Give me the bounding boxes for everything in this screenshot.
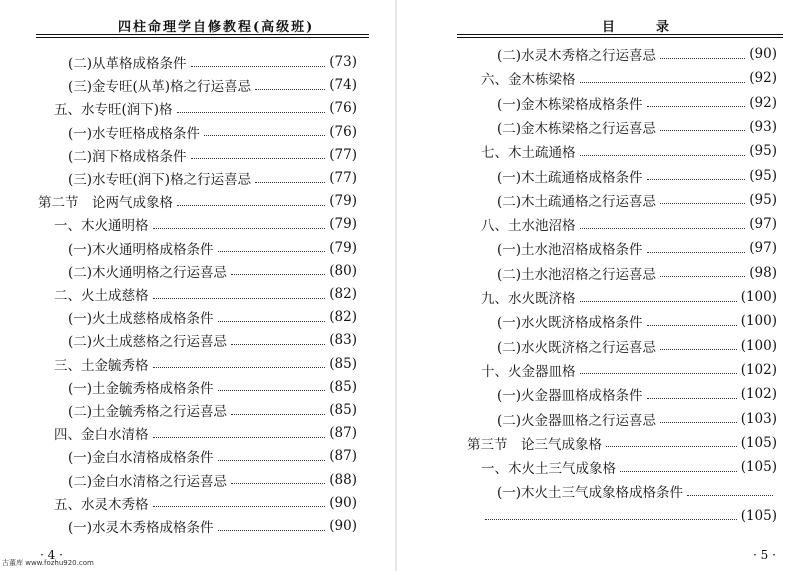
toc-entry-title: (一)金白水清格成格条件 (68, 450, 214, 467)
toc-dot-leader (580, 82, 746, 83)
toc-entry (497, 384, 777, 404)
toc-dot-leader (153, 228, 326, 229)
toc-entry-title: 六、金木栋梁格 (481, 72, 576, 89)
toc-entry (54, 98, 357, 118)
toc-entry-title: (二)火土成慈格之行运喜忌 (68, 334, 228, 351)
right-page-number: · 5 · (753, 548, 776, 562)
right-page (397, 0, 793, 571)
toc-entry (481, 287, 777, 307)
toc-entry (68, 307, 357, 327)
toc-dot-leader (660, 203, 745, 204)
toc-entry-title: 一、木火通明格 (54, 218, 149, 235)
toc-entry-title: (二)木火通明格之行运喜忌 (68, 264, 228, 281)
toc-entry-title: 第二节 论两气成象格 (38, 195, 173, 212)
toc-entry-page: (77) (329, 146, 357, 163)
toc-entry-page: (82) (329, 309, 357, 326)
toc-entry (481, 457, 777, 477)
toc-dot-leader (660, 276, 745, 277)
toc-entry-page: (79) (329, 216, 357, 233)
toc-entry-title: (一)金木栋梁格成格条件 (497, 96, 643, 113)
toc-entry-title: 八、土水池沼格 (481, 218, 576, 235)
right-header-rule (457, 34, 783, 35)
toc-entry-page: (95) (749, 143, 777, 160)
toc-dot-leader (647, 325, 737, 326)
toc-entry-title: 五、水灵木秀格 (54, 496, 149, 513)
toc-entry-title: (一)水火既济格成格条件 (497, 315, 643, 332)
toc-dot-leader (687, 495, 773, 496)
toc-entry-title: 五、水专旺(润下)格 (54, 102, 173, 119)
toc-entry-title: (一)木火土三气成象格成格条件 (497, 485, 684, 502)
toc-entry (68, 145, 357, 165)
toc-entry-title: 十、火金器皿格 (481, 363, 576, 380)
toc-entry-page: (90) (329, 494, 357, 511)
toc-entry-title: (一)木火通明格成格条件 (68, 241, 214, 258)
toc-dot-leader (647, 398, 737, 399)
toc-entry-title: (二)土水池沼格之行运喜忌 (497, 266, 657, 283)
toc-entry (68, 330, 357, 350)
toc-entry-title: (一)水专旺格成格条件 (68, 125, 201, 142)
toc-dot-leader (231, 483, 325, 484)
toc-entry (497, 190, 777, 210)
toc-entry (68, 516, 357, 536)
toc-dot-leader (153, 298, 326, 299)
toc-entry (54, 423, 357, 443)
toc-dot-leader (606, 446, 737, 447)
toc-entry-page: (85) (329, 378, 357, 395)
toc-dot-leader (231, 414, 325, 415)
toc-dot-leader (647, 179, 746, 180)
toc-entry (68, 446, 357, 466)
toc-entry-page: (77) (329, 170, 357, 186)
toc-entry-page: (85) (329, 355, 357, 372)
toc-entry (497, 44, 777, 64)
toc-dot-leader (177, 205, 325, 206)
toc-entry-title: 七、木土疏通格 (481, 145, 576, 162)
toc-entry-title: (二)土金毓秀格之行运喜忌 (68, 404, 228, 420)
toc-entry-page: (97) (749, 216, 777, 233)
toc-entry-page: (76) (329, 100, 357, 117)
toc-entry-page: (90) (749, 46, 777, 62)
toc-entry-page: (95) (749, 191, 777, 208)
toc-entry-title: (一)土水池沼格成格条件 (497, 242, 643, 259)
toc-entry-page: (82) (329, 286, 357, 302)
toc-entry-page: (73) (329, 54, 357, 70)
toc-entry-page: (92) (749, 94, 777, 111)
toc-entry-page: (90) (329, 518, 357, 534)
toc-entry (68, 75, 357, 95)
toc-entry (497, 166, 777, 186)
toc-dot-leader (580, 373, 737, 374)
toc-dot-leader (255, 89, 325, 90)
toc-dot-leader (660, 58, 745, 59)
toc-entry (497, 238, 777, 258)
toc-entry-page: (92) (749, 70, 777, 87)
toc-dot-leader (231, 274, 325, 275)
toc-dot-leader (218, 321, 326, 322)
toc-entry-page: (79) (329, 193, 357, 210)
toc-entry (497, 481, 777, 501)
toc-entry (54, 493, 357, 513)
toc-dot-leader (580, 155, 746, 156)
toc-entry-title: (二)金白水清格之行运喜忌 (68, 473, 228, 490)
toc-entry-title: 二、火土成慈格 (54, 288, 149, 304)
toc-entry-page: (105) (740, 507, 777, 524)
toc-entry-page: (85) (329, 402, 357, 418)
toc-dot-leader (647, 252, 746, 253)
toc-dot-leader (660, 130, 745, 131)
toc-dot-leader (153, 437, 326, 438)
toc-entry-title: (二)润下格成格条件 (68, 148, 187, 165)
toc-entry (68, 52, 357, 72)
toc-entry (497, 409, 777, 429)
toc-entry-page: (74) (329, 77, 357, 94)
toc-entry-page: (103) (740, 410, 777, 427)
toc-entry (497, 263, 777, 283)
toc-entry (481, 141, 777, 161)
toc-entry (68, 122, 357, 142)
toc-entry (481, 68, 777, 88)
toc-entry-title: (二)水火既济格之行运喜忌 (497, 339, 657, 356)
toc-entry-page: (83) (329, 332, 357, 349)
toc-entry-page: (102) (740, 386, 777, 403)
toc-entry-title: 四、金白水清格 (54, 427, 149, 444)
toc-entry-title: (三)金专旺(从革)格之行运喜忌 (68, 79, 252, 96)
toc-dot-leader (231, 344, 325, 345)
toc-entry-title: 一、木火土三气成象格 (481, 461, 616, 478)
toc-entry (497, 117, 777, 137)
toc-dot-leader (218, 530, 326, 531)
toc-entry-page: (87) (329, 448, 357, 465)
toc-dot-leader (485, 519, 737, 520)
toc-entry-title: (二)从革格成格条件 (68, 56, 187, 72)
toc-entry-page: (100) (740, 313, 777, 330)
toc-entry-title: (二)火金器皿格之行运喜忌 (497, 412, 657, 429)
toc-entry-title: (二)金木栋梁格之行运喜忌 (497, 120, 657, 137)
toc-dot-leader (177, 112, 326, 113)
toc-entry-page: (102) (740, 361, 777, 378)
toc-entry-title: (三)水专旺(润下)格之行运喜忌 (68, 172, 252, 188)
toc-dot-leader (191, 66, 326, 67)
toc-entry-title: (一)木土疏通格成格条件 (497, 169, 643, 186)
toc-entry-title: 九、水火既济格 (481, 291, 576, 307)
toc-entry (68, 261, 357, 281)
left-page-number: · 4 · (40, 548, 63, 562)
left-page-header: 四柱命理学自修教程(高级班) (118, 20, 315, 35)
toc-entry-page: (95) (749, 167, 777, 184)
toc-entry (68, 238, 357, 258)
toc-dot-leader (191, 158, 326, 159)
toc-entry-page: (80) (329, 262, 357, 279)
toc-entry (481, 360, 777, 380)
toc-entry-title: (二)水灵木秀格之行运喜忌 (497, 48, 657, 64)
toc-entry-title: (一)土金毓秀格成格条件 (68, 380, 214, 397)
toc-entry-page: (100) (740, 337, 777, 354)
toc-entry (467, 433, 777, 453)
toc-entry-page: (97) (749, 240, 777, 257)
toc-entry (497, 93, 777, 113)
right-page-header: 目 录 (602, 20, 684, 35)
left-header-rule-thin (36, 37, 369, 38)
toc-dot-leader (218, 460, 326, 461)
toc-entry-page: (87) (329, 425, 357, 442)
toc-entry-page: (79) (329, 239, 357, 256)
toc-entry (54, 354, 357, 374)
toc-entry-page: (105) (740, 434, 777, 451)
toc-dot-leader (620, 471, 737, 472)
toc-dot-leader (153, 367, 326, 368)
toc-entry-title: (一)火土成慈格成格条件 (68, 311, 214, 328)
toc-entry-title: (一)水灵木秀格成格条件 (68, 520, 214, 536)
toc-dot-leader (580, 301, 737, 302)
toc-entry-page: (88) (329, 471, 357, 488)
toc-entry-page: (98) (749, 264, 777, 281)
left-page (0, 0, 396, 571)
toc-dot-leader (647, 106, 746, 107)
toc-dot-leader (153, 506, 326, 507)
toc-entry-page: (93) (749, 118, 777, 135)
toc-entry (54, 214, 357, 234)
toc-dot-leader (218, 251, 326, 252)
toc-entry (497, 311, 777, 331)
left-header-rule (36, 34, 369, 35)
toc-entry (481, 214, 777, 234)
watermark: 古董库 www.fozhu920.com (2, 559, 94, 567)
toc-entry (54, 284, 357, 304)
toc-dot-leader (255, 182, 325, 183)
toc-entry-title: 第三节 论三气成象格 (467, 436, 602, 453)
toc-dot-leader (660, 422, 737, 423)
toc-entry (68, 470, 357, 490)
toc-entry-title: 三、土金毓秀格 (54, 357, 149, 374)
toc-entry (68, 377, 357, 397)
toc-entry (38, 191, 357, 211)
toc-entry (481, 506, 777, 526)
toc-entry-page: (76) (329, 123, 357, 140)
toc-entry (497, 336, 777, 356)
toc-entry-title: (一)火金器皿格成格条件 (497, 388, 643, 405)
toc-entry-page: (100) (740, 289, 777, 305)
right-header-rule-thin (457, 37, 783, 38)
toc-dot-leader (660, 349, 737, 350)
toc-entry (68, 168, 357, 188)
toc-entry-page: (105) (740, 459, 777, 476)
toc-dot-leader (580, 228, 746, 229)
toc-entry-title: (二)木土疏通格之行运喜忌 (497, 193, 657, 210)
toc-entry (68, 400, 357, 420)
toc-dot-leader (218, 390, 326, 391)
toc-dot-leader (204, 135, 325, 136)
